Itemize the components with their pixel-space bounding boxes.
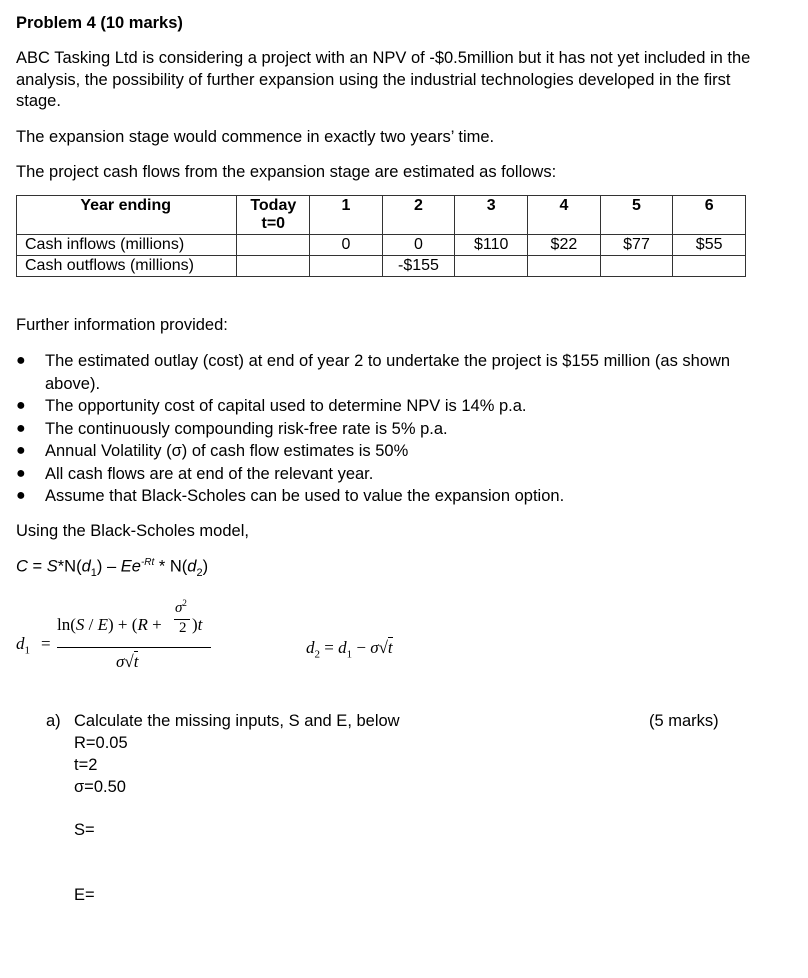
d1-close-paren: ) (192, 615, 198, 634)
d1-plus-paren: ) + ( (108, 615, 138, 634)
table-cell (600, 256, 673, 277)
sqrt-icon: √ (378, 638, 388, 657)
bullet-icon: ● (16, 352, 26, 369)
d1-denominator (116, 652, 138, 672)
d1-ln: ln( (57, 615, 76, 634)
d1-r: R (137, 615, 148, 634)
expansion-note: The expansion stage would commence in exactly two years’ time. (16, 128, 495, 146)
d1-num-tail (192, 615, 202, 635)
table-cell (237, 256, 310, 277)
formula-n-open: * N( (154, 557, 188, 576)
year-header: 3 (455, 196, 528, 235)
table-cell (310, 256, 382, 277)
list-item (16, 440, 756, 463)
question-a-text: Calculate the missing inputs, S and E, below (74, 712, 400, 730)
sqrt-icon: √ (124, 652, 134, 671)
formula-ee: Ee (120, 557, 141, 576)
question-a-label: a) (46, 712, 61, 730)
d2-d1-sub: 1 (346, 648, 353, 661)
d2-t: t (387, 638, 393, 657)
d2-minus: − (356, 638, 366, 657)
table-header-row (17, 196, 746, 235)
d2-equals: = (324, 638, 334, 657)
d1-sigma: σ (175, 600, 183, 616)
year-header: 1 (310, 196, 382, 235)
table-row-outflows (17, 256, 746, 277)
cashflow-table (16, 195, 746, 277)
input-r: R=0.05 (74, 734, 128, 752)
d1-lhs (16, 634, 30, 656)
table-cell: 0 (310, 235, 382, 256)
d1-s: S (75, 615, 85, 634)
bullet-text: The estimated outlay (cost) at end of year 2 to undertake the project is $155 million (as shown above). (45, 352, 731, 393)
cashflow-intro: The project cash flows from the expansion stage are estimated as follows: (16, 163, 557, 181)
bullet-text: The continuously compounding risk-free rate is 5% p.a. (45, 419, 448, 438)
question-a-marks: (5 marks) (649, 712, 719, 730)
d1-fraction-line (57, 647, 211, 648)
year-header: 6 (673, 196, 746, 235)
further-info-heading: Further information provided: (16, 316, 228, 334)
year-header: 2 (382, 196, 455, 235)
bullet-icon: ● (16, 397, 26, 414)
intro-paragraph: ABC Tasking Ltd is considering a project with an NPV of -$0.5million but it has not yet included in the analysis, the possibility of further expansion using the industrial technologies developed in the first stage. (16, 49, 751, 110)
d1-den-t: t (133, 652, 139, 671)
bullet-text: The opportunity cost of capital used to determine NPV is 14% p.a. (45, 397, 527, 415)
formula-minus: ) – (96, 557, 121, 576)
info-bullet-list (16, 350, 756, 508)
d1-e: E (97, 615, 109, 634)
d1-sub: 1 (24, 644, 30, 657)
list-item (16, 418, 756, 441)
bullet-icon: ● (16, 464, 26, 482)
list-item (16, 463, 756, 486)
d2-d1: d (338, 638, 347, 657)
table-cell (673, 256, 746, 277)
bullet-icon: ● (16, 442, 26, 459)
input-t: t=2 (74, 756, 98, 774)
row-label: Cash inflows (millions) (17, 235, 237, 256)
formula-exponent: -Rt (140, 557, 155, 568)
input-sigma: σ=0.50 (74, 778, 126, 796)
formula-c: C (16, 557, 28, 576)
formula-d: d (81, 557, 91, 576)
table-cell: -$155 (382, 256, 455, 277)
formula-s: S (46, 557, 58, 576)
d1-d: d (16, 634, 25, 653)
list-item (16, 350, 756, 395)
d1-t: t (197, 615, 203, 634)
table-cell: $55 (673, 235, 746, 256)
today-header (237, 196, 310, 235)
d1-numerator (57, 615, 162, 635)
s-answer-label: S= (74, 821, 95, 839)
problem-title: Problem 4 (10 marks) (16, 14, 183, 32)
table-cell (455, 256, 528, 277)
formula-n-open: *N( (57, 557, 82, 576)
formula-sub: 2 (196, 566, 203, 579)
d2-sub: 2 (314, 648, 320, 661)
today-label: Today (250, 197, 297, 214)
d1-square: 2 (182, 598, 187, 608)
table-cell: 0 (382, 235, 455, 256)
d1-plus: + (147, 615, 162, 634)
table-cell (237, 235, 310, 256)
formula-close: ) (202, 557, 209, 576)
bullet-icon: ● (16, 419, 26, 437)
table-row-inflows (17, 235, 746, 256)
d1-equals: = (41, 634, 51, 653)
year-ending-header: Year ending (17, 196, 237, 235)
bullet-text: All cash flows are at end of the relevant year. (45, 464, 374, 483)
bullet-text: Assume that Black-Scholes can be used to value the expansion option. (45, 487, 565, 505)
row-label: Cash outflows (millions) (17, 256, 237, 277)
black-scholes-intro: Using the Black-Scholes model, (16, 522, 249, 540)
table-cell: $77 (600, 235, 673, 256)
d1-sigma-squared (175, 598, 187, 617)
year-header: 4 (528, 196, 601, 235)
list-item (16, 395, 756, 418)
list-item (16, 485, 756, 508)
d2-sigma: σ (370, 638, 379, 657)
formula-d: d (187, 557, 197, 576)
table-cell: $110 (455, 235, 528, 256)
formula-sub: 1 (90, 566, 97, 579)
table-cell: $22 (528, 235, 601, 256)
bullet-text: Annual Volatility (σ) of cash flow estimates is 50% (45, 442, 409, 460)
t0-label: t=0 (261, 215, 286, 232)
d1-den-sigma: σ (116, 652, 125, 671)
table-cell (528, 256, 601, 277)
formula-equals: = (27, 557, 47, 576)
call-formula (16, 557, 208, 579)
half-denominator: 2 (179, 620, 187, 636)
d2-formula (306, 638, 393, 660)
e-answer-label: E= (74, 886, 95, 904)
bullet-icon: ● (16, 487, 26, 504)
d2-d: d (306, 638, 315, 657)
year-header: 5 (600, 196, 673, 235)
d1-slash: / (84, 615, 98, 634)
